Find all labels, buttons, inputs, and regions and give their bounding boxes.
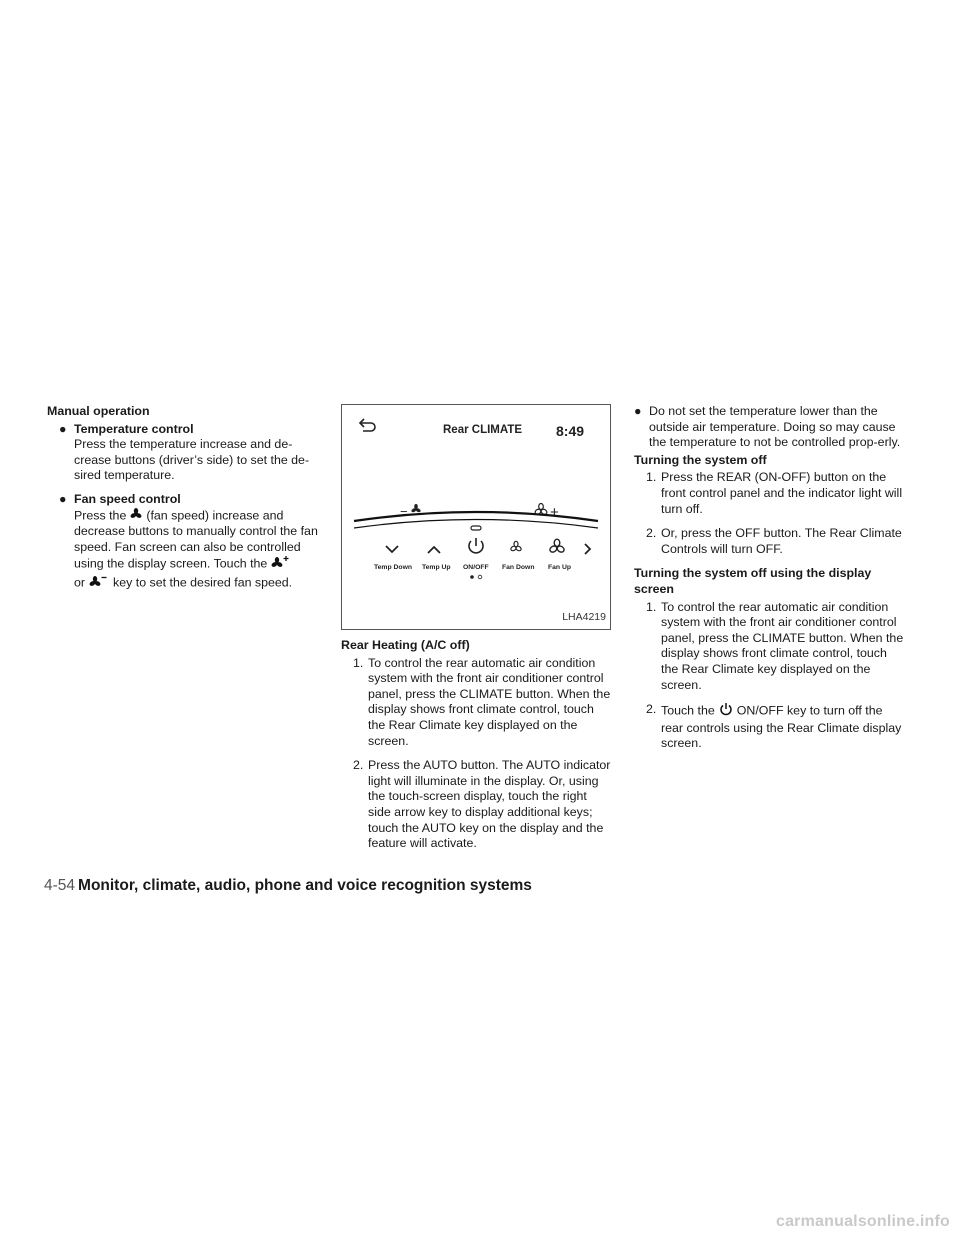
column-1 [47,404,319,601]
heading-turning-off-display: Turning the system off using the display screen [634,566,872,596]
heading-rear-heating: Rear Heating (A/C off) [341,638,470,652]
page-number: 4-54 [44,877,76,894]
clock: 8:49 [556,423,585,439]
bullet-symbol: ● [59,491,67,506]
column-2 [341,404,611,861]
chevron-right-icon [585,544,590,554]
bullet-symbol: ● [59,421,67,436]
chevron-up-icon [428,547,440,553]
label-temp-down: Temp Down [374,564,413,571]
label-on-off: ON/OFF [463,564,489,571]
bullet-title: Fan speed control [74,491,181,506]
label-temp-up: Temp Up [422,564,451,571]
bullet-text: Do not set the temperature lower than the outside air temperature. Doing so may cause the temperature to not be controlled prop-erly. [649,404,901,450]
rear-climate-screen-illustration [342,405,610,629]
list-item: 2. Press the AUTO button. The AUTO indicator light will illuminate in the display. Or, using the touch-screen display, touch the right side arrow key to display additional keys; touch the AUTO key on the display and the feature will activate. [353,758,611,851]
bullet-temperature-control [59,422,319,492]
fan-minus-icon [89,574,109,593]
page-dot-active [470,575,474,579]
back-arrow-icon [360,419,375,431]
list-item: 2. Touch the ON/OFF key to turn off the rear controls using the Rear Climate display screen. [646,702,902,751]
bullet-temperature-note [634,404,906,459]
bullet-fan-speed-control [59,492,319,601]
watermark: carmanualsonline.info [775,1213,950,1230]
chevron-down-icon [386,546,398,552]
fan-plus-symbol: + [550,504,559,521]
bullet-symbol: ● [634,404,642,418]
bullet-title: Temperature control [74,421,194,436]
fan-minus-symbol: − [400,504,408,519]
label-fan-down: Fan Down [502,564,535,571]
list-item: 1. To control the rear automatic air condition system with the front air conditioner control panel, press the CLIMATE button. When the display shows front climate control, touch the Rear Climate key displayed on the screen. [353,655,611,748]
section-title: Monitor, climate, audio, phone and voice recognition systems [78,877,532,894]
power-icon [719,702,733,721]
page-footer [44,876,532,896]
fan-icon [411,504,422,513]
column-3 [634,404,906,761]
bullet-text: Press the (fan speed) increase and decrease buttons to manually control the fan speed. Fan screen can also be controlled using the display screen. Touch the or key to set the desired fan speed. [74,508,319,593]
fan-plus-icon [271,555,291,574]
label-fan-up: Fan Up [548,564,572,571]
screen-title: Rear CLIMATE [443,424,523,436]
list-item: 1. To control the rear automatic air condition system with the front air conditioner control panel, press the CLIMATE button. When the display shows front climate control, touch the Rear Climate key displayed on the screen. [646,599,904,692]
fan-up-icon [549,539,565,553]
bullet-text: Press the temperature increase and de-crease buttons (driver’s side) to set the de-sired temperature. [74,437,310,483]
list-item: 2. Or, press the OFF button. The Rear Climate Controls will turn OFF. [646,526,902,556]
rear-climate-screen-figure [341,404,611,630]
figure-code: LHA4219 [562,611,606,624]
fan-icon [130,508,142,525]
heading-manual-operation: Manual operation [47,404,150,418]
fan-down-icon [510,541,522,551]
page-dot [478,575,482,579]
power-icon [469,538,483,553]
list-item: 1. Press the REAR (ON-OFF) button on the front control panel and the indicator light will turn off. [646,470,903,516]
heading-turning-off: Turning the system off [634,452,767,467]
